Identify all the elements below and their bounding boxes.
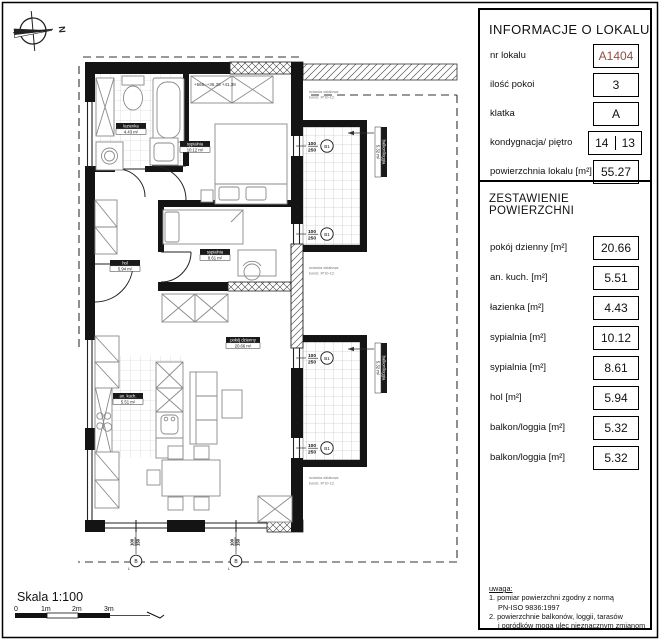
area-label: balkon/loggia [m²]: [490, 422, 565, 433]
notes-block: [489, 584, 647, 630]
partition-note-line1: ścianka działowa: [309, 475, 339, 480]
room-tag-sypialnia1: [180, 141, 210, 152]
area-label: sypialnia [m²]: [490, 332, 546, 343]
storey-floor-value: [588, 131, 642, 155]
info-label: klatka: [490, 108, 515, 119]
info-label: kondygnacja/ piętro: [490, 137, 573, 148]
info-label: ilość pokoi: [490, 79, 535, 90]
panel-divider: [480, 180, 650, 182]
bottom-window-markers: [128, 532, 242, 571]
marker-width: 100: [229, 538, 235, 546]
marker-height: 250: [308, 236, 317, 242]
area-value: 5.51: [593, 266, 639, 290]
compass-north-icon: [11, 8, 68, 53]
elevation-note: +565=+36,38 +41,38: [194, 82, 236, 87]
info-row-kondygnacja: [480, 131, 650, 157]
marker-height: 250: [308, 148, 317, 154]
room-name: balkon/loggia: [381, 355, 387, 381]
info-label: nr lokalu: [490, 50, 526, 61]
note-line: 1. pomiar powierzchni zgodny z normą: [489, 593, 614, 603]
note-line: 2. powierzchnie balkonów, loggii, tarasów: [489, 611, 623, 621]
room-name: pokój dzienny: [230, 337, 256, 343]
scale-tick-2m: 2m: [72, 606, 82, 613]
partition-note-line2: konst. IP10-12: [309, 270, 335, 276]
area-value: 20.66: [593, 236, 639, 260]
room-name: balkon/loggia: [381, 139, 387, 165]
scale-tick-1m: 1m: [41, 606, 51, 613]
area-value: 5.94: [593, 386, 639, 410]
scale-bar: [14, 590, 164, 618]
area-row-lazienka: [480, 296, 650, 322]
storey-value: 14: [595, 136, 609, 150]
info-label: powierzchnia lokalu [m²]: [490, 166, 592, 177]
room-area: 5.32 m²: [375, 360, 381, 376]
area-value: 8.61: [593, 356, 639, 380]
marker-width: 100: [129, 538, 135, 546]
marker-width: 100: [308, 444, 317, 449]
room-name: an. kuch.: [119, 393, 137, 399]
room-tag-hol: [110, 260, 140, 271]
marker-width: 100: [308, 142, 317, 147]
marker-tick: L: [228, 567, 231, 571]
area-row-sypialnia-2: [480, 356, 650, 382]
partition-note-line1: ścianka działowa: [309, 265, 339, 270]
marker-code: B1: [324, 446, 330, 451]
room-tag-pokoj-dzienny: [226, 337, 260, 348]
room-area: 10.12 m²: [186, 147, 204, 153]
room-name: łazienka: [123, 123, 139, 129]
scale-tick-0: 0: [14, 606, 18, 613]
area-row-balkon-1: [480, 416, 650, 442]
room-tag-lazienka: [116, 123, 146, 134]
scale-label: Skala 1:100: [17, 590, 84, 604]
room-area: 5.51 m²: [120, 399, 136, 405]
marker-code: B: [234, 559, 238, 565]
area-label: hol [m²]: [490, 392, 522, 403]
marker-tick: L: [128, 567, 131, 571]
area-label: pokój dzienny [m²]: [490, 242, 568, 253]
area-value: 4.43: [593, 296, 639, 320]
marker-code: B1: [324, 232, 330, 237]
area-label: sypialnia [m²]: [490, 362, 546, 373]
info-row-powierzchnia: [480, 160, 650, 186]
scale-tick-3m: 3m: [104, 606, 114, 613]
note-line: i ogródków mogą ulec nieznacznym zmianom: [498, 621, 646, 631]
marker-height: 150: [135, 538, 141, 546]
bedroom2-furniture: [163, 210, 276, 280]
area-label: an. kuch. [m²]: [490, 272, 548, 283]
room-area: 5.94 m²: [117, 266, 133, 272]
info-row-nr-lokalu: [480, 44, 650, 70]
partition-note-line2: konst. IP10-12: [309, 94, 335, 100]
marker-height: 250: [308, 450, 317, 456]
partition-note-line1: ścianka działowa: [309, 89, 339, 94]
compass-north-label: N: [56, 25, 68, 34]
note-line: PN-ISO 9836:1997: [498, 602, 560, 612]
floor-value: 13: [615, 136, 642, 150]
area-label: łazienka [m²]: [490, 302, 544, 313]
marker-width: 100: [308, 230, 317, 235]
area-label: balkon/loggia [m²]: [490, 452, 565, 463]
area-row-balkon-2: [480, 446, 650, 472]
info-row-ilosc-pokoi: [480, 73, 650, 99]
room-area: 8.61 m²: [207, 255, 223, 261]
marker-code: B: [134, 559, 138, 565]
marker-height: 150: [235, 538, 241, 546]
areas-title: ZESTAWIENIE POWIERZCHNI: [489, 193, 575, 217]
unit-number-value: A1404: [593, 44, 639, 68]
room-tag-aneks-kuchenny: [113, 393, 143, 404]
area-row-an-kuch: [480, 266, 650, 292]
panel-title: INFORMACJE O LOKALU: [489, 22, 650, 37]
marker-code: B1: [324, 356, 330, 361]
marker-code: B1: [324, 144, 330, 149]
area-value: 5.32: [593, 446, 639, 470]
room-name: sypialnia: [186, 141, 204, 147]
rooms-count-value: 3: [593, 73, 639, 97]
area-value: 5.32: [593, 416, 639, 440]
area-value: 10.12: [593, 326, 639, 350]
marker-width: 100: [308, 354, 317, 359]
area-row-hol: [480, 386, 650, 412]
notes-title: uwaga:: [489, 584, 513, 593]
info-panel: [478, 8, 652, 630]
partition-note-line2: konst. IP10-12: [309, 480, 335, 486]
area-row-pokoj-dzienny: [480, 236, 650, 262]
marker-height: 250: [308, 360, 317, 366]
room-area: 4.43 m²: [123, 129, 139, 135]
room-name: sypialnia: [206, 249, 224, 255]
hall-furniture: [95, 200, 117, 254]
area-row-sypialnia-1: [480, 326, 650, 352]
room-name: hol: [122, 260, 128, 266]
room-tag-sypialnia2: [200, 249, 230, 260]
total-area-value: 55.27: [593, 160, 639, 184]
room-area: 20.66 m²: [234, 343, 252, 349]
bedroom1-furniture: [191, 76, 287, 204]
room-area: 5.32 m²: [375, 144, 381, 160]
info-row-klatka: [480, 102, 650, 128]
staircase-value: A: [593, 102, 639, 126]
